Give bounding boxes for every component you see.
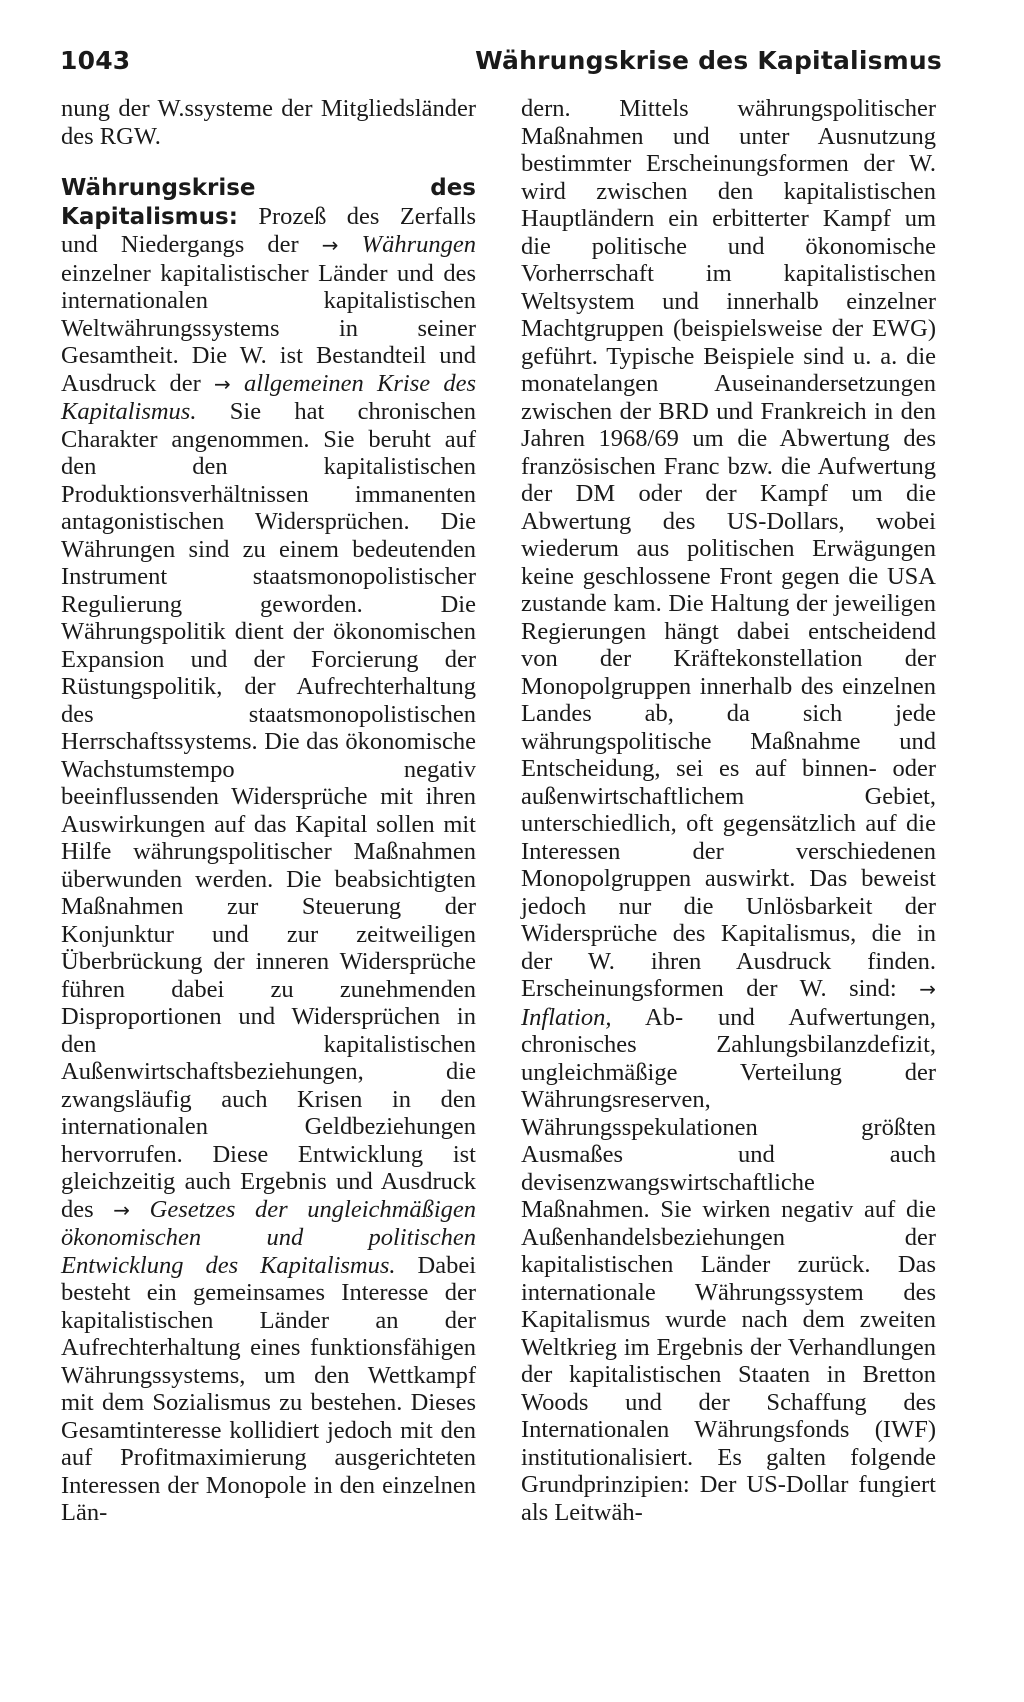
- right-column: [521, 95, 936, 1526]
- page-header: [60, 40, 942, 80]
- entry-text-1: Prozeß des Zerfalls und Niedergangs der: [61, 202, 476, 258]
- cross-reference-link[interactable]: Währungen: [361, 231, 476, 258]
- page-number: 1043: [60, 45, 131, 75]
- continuation-paragraph: nung der W.ssysteme der Mitgliedsländer des RGW.: [61, 95, 476, 150]
- entry-text-6: Ab- und Aufwertungen, chronisches Zahlungsbilanzdefizit, ungleichmäßige Verteilung der Währungsreserven, Währungsspekulationen größten Ausmaßes und auch devisenzwangswirtschaftliche Maßnahmen. Sie wirken negativ auf die Außenhandelsbeziehungen der kapitalistischen Länder zurück. Das internationale Währungssystem des Kapitalismus wurde nach dem zweiten Weltkrieg im Ergebnis der Verhandlungen der kapitalistischen Staaten in Bretton Woods und der Schaffung des Internationalen Währungsfonds (IWF) institutionalisiert. Es galten folgende Grundprinzipien: Der US-Dollar fungiert als Leitwäh-: [521, 1003, 936, 1526]
- cross-reference-link[interactable]: allgemeinen Krise des Kapitalismus.: [61, 369, 477, 425]
- entry-paragraph: [61, 174, 476, 1527]
- entry-text-4: Dabei besteht ein gemeinsames Interesse der kapitalistischen Länder an der Aufrechterhaltung eines funktionsfähigen Währungssystems, um den Wettkampf mit dem Sozialismus zu bestehen. Dieses Gesamtinteresse kollidiert jedoch mit den auf Profitmaximierung ausgerichteten Interessen der Monopole in den einzelnen Län-: [61, 1251, 476, 1526]
- entry-text-3: Sie hat chronischen Charakter angenommen. Sie beruht auf den den kapitalistischen Produktionsverhältnissen immanenten antagonistischen Widersprüchen. Die Währungen sind zu einem bedeutenden Instrument staatsmonopolistischer Regulierung geworden. Die Währungspolitik dient der ökonomischen Expansion und der Forcierung der Rüstungspolitik, der Aufrechterhaltung des staatsmonopolistischen Herrschaftssystems. Die das ökonomische Wachstumstempo negativ beeinflussenden Widersprüche mit ihren Auswirkungen auf das Kapital sollen mit Hilfe währungspolitischer Maßnahmen überwunden werden. Die beabsichtigten Maßnahmen zur Steuerung der Konjunktur und zur zeitweiligen Überbrückung der inneren Widersprüche führen dabei zu zunehmenden Disproportionen und Widersprüchen in den kapitalistischen Außenwirtschaftsbeziehungen, die zwangsläufig auch Krisen in den internationalen Geldbeziehungen hervorrufen. Diese Entwicklung ist gleichzeitig auch Ergebnis und Ausdruck des: [61, 398, 476, 1223]
- entry-term: Währungskrise des Kapitalismus:: [61, 175, 476, 230]
- cross-reference-link[interactable]: Inflation,: [521, 1003, 612, 1031]
- cross-reference-arrow: →: [919, 977, 936, 1001]
- cross-reference-arrow: →: [214, 371, 231, 396]
- running-title: Währungskrise des Kapitalismus: [475, 45, 942, 75]
- entry-paragraph-continued: [521, 95, 936, 1526]
- left-column: [61, 95, 476, 1527]
- cross-reference-arrow: →: [321, 233, 339, 257]
- entry-text-2: einzelner kapitalistischer Länder und des internationalen kapitalistischen Weltwährungssystems in seiner Gesamtheit. Die W. ist Bestandteil und Ausdruck der: [61, 259, 476, 397]
- cross-reference-arrow: →: [113, 1197, 131, 1222]
- cross-reference-link[interactable]: Gesetzes der ungleichmäßigen ökonomischen und politischen Entwicklung des Kapitalismus.: [61, 1195, 476, 1279]
- entry-text-5: dern. Mittels währungspolitischer Maßnahmen und unter Ausnutzung bestimmter Erscheinungsformen der W. wird zwischen den kapitalistischen Hauptländern ein erbitterter Kampf um die politische und ökonomische Vorherrschaft im kapitalistischen Weltsystem und innerhalb einzelner Machtgruppen (beispielsweise der EWG) geführt. Typische Beispiele sind u. a. die monatelangen Auseinandersetzungen zwischen der BRD und Frankreich in den Jahren 1968/69 um die Abwertung des französischen Franc bzw. die Aufwertung der DM oder der Kampf um die Abwertung des US-Dollars, wobei wiederum aus politischen Erwägungen keine geschlossene Front gegen die USA zustande kam. Die Haltung der jeweiligen Regierungen hängt dabei entscheidend von der Kräftekonstellation der Monopolgruppen innerhalb des einzelnen Landes ab, da sich jede währungspolitische Maßnahme und Entscheidung, sei es auf binnen- oder außenwirtschaftlichem Gebiet, unterschiedlich, oft gegensätzlich auf die Interessen der verschiedenen Monopolgruppen auswirkt. Das beweist jedoch nur die Unlösbarkeit der Widersprüche des Kapitalismus, die in der W. ihren Ausdruck finden. Erscheinungsformen der W. sind:: [521, 95, 936, 1002]
